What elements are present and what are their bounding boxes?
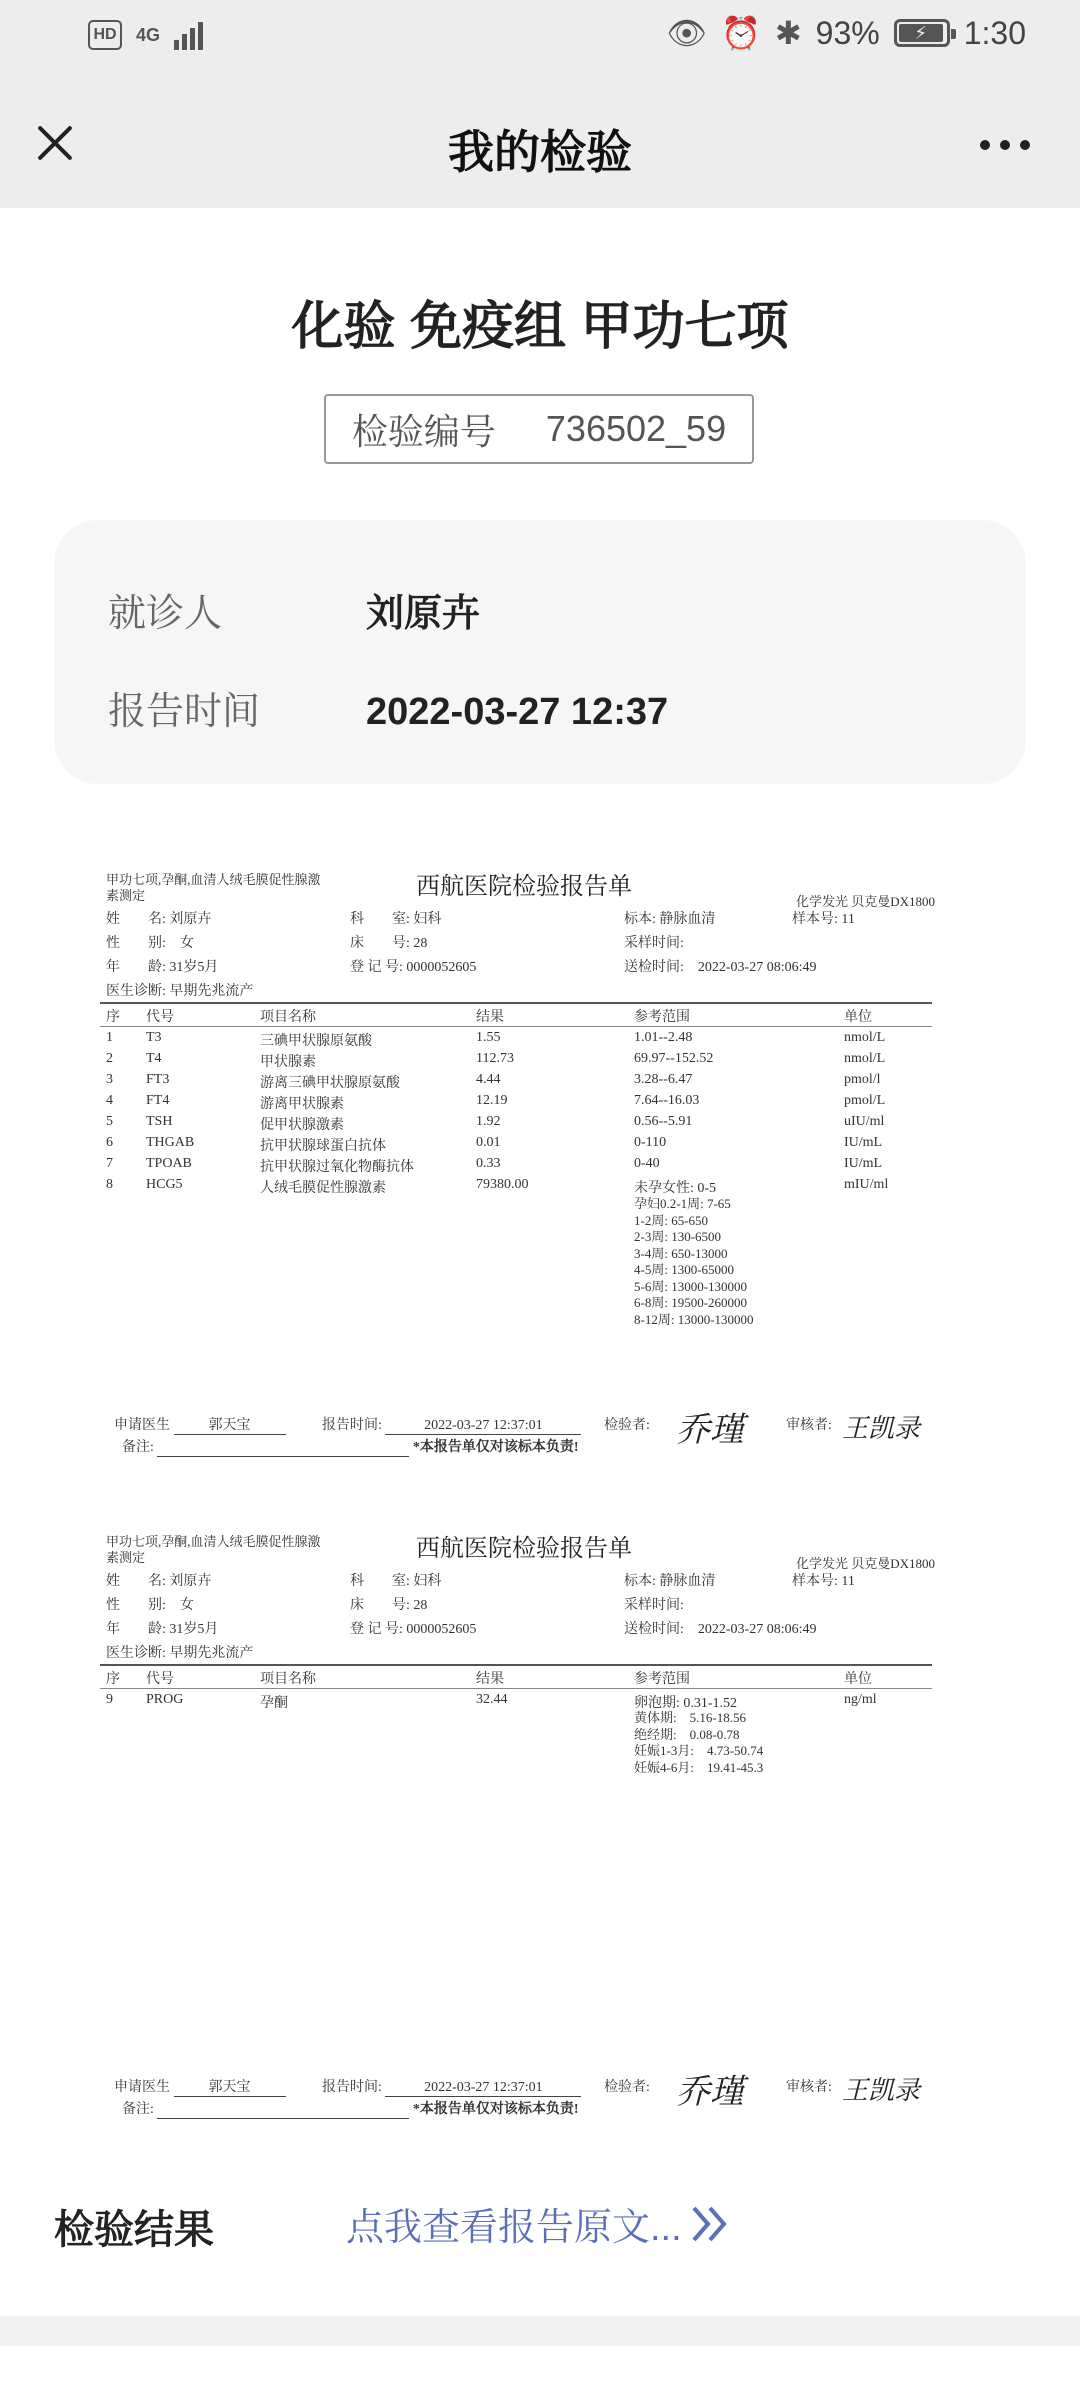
signal-icon — [174, 20, 203, 50]
cell-name: 人绒毛膜促性腺激素 — [260, 1181, 386, 1196]
cell-seq: 3 — [106, 1072, 113, 1087]
top-bar — [0, 0, 1080, 208]
reference-range-line: 妊娠1-3月: 4.73-50.74 — [634, 1743, 764, 1758]
cell-range: 0-110 — [634, 1135, 667, 1150]
view-original-link-text[interactable]: 点我查看报告原文... — [346, 2207, 682, 2249]
status-bar — [0, 0, 1080, 80]
collect-time-field-2: 采样时间: — [624, 1598, 684, 1613]
dept-field: 科 室: 妇科 — [350, 912, 442, 927]
sex-field: 性 别: 女 — [106, 936, 194, 951]
bed-field-2: 床 号: 28 — [350, 1598, 428, 1613]
diagnosis-field-2: 医生诊断: 早期先兆流产 — [106, 1646, 254, 1661]
inspector-signature: 乔瑾 — [676, 1410, 744, 1450]
col-code-2: 代号 — [146, 1672, 174, 1687]
dept-field-2: 科 室: 妇科 — [350, 1574, 442, 1589]
cell-unit: nmol/L — [844, 1030, 886, 1045]
sign-report-time: 报告时间: 2022-03-27 12:37:01 — [322, 1414, 581, 1435]
report-time-label: 报告时间 — [108, 691, 261, 733]
name-field: 姓 名: 刘原卉 — [106, 912, 212, 927]
cell-result: 112.73 — [476, 1051, 514, 1066]
patient-row — [108, 582, 480, 637]
cell-name: 三碘甲状腺原氨酸 — [260, 1034, 372, 1049]
send-time-field-2: 送检时间: 2022-03-27 08:06:49 — [624, 1622, 817, 1637]
cell-range: 卵泡期: 0.31-1.52 — [634, 1696, 738, 1711]
table-header-rule-2 — [100, 1688, 932, 1689]
cell-name: 抗甲状腺球蛋白抗体 — [260, 1139, 386, 1154]
status-left — [88, 20, 203, 50]
cell-result: 1.55 — [476, 1030, 501, 1045]
reference-range-line: 2-3周: 130-6500 — [634, 1229, 722, 1244]
reference-range-line: 孕妇0.2-1周: 7-65 — [634, 1196, 731, 1211]
cell-range: 0.56--5.91 — [634, 1114, 693, 1129]
cell-seq: 5 — [106, 1114, 113, 1129]
col-seq: 序 — [106, 1010, 120, 1025]
cell-result: 4.44 — [476, 1072, 501, 1087]
cell-code: TSH — [146, 1114, 173, 1129]
age-field: 年 龄: 31岁5月 — [106, 960, 219, 975]
cell-name: 游离甲状腺素 — [260, 1097, 344, 1112]
cell-range: 未孕女性: 0-5 — [634, 1181, 717, 1196]
col-range-2: 参考范围 — [634, 1672, 690, 1687]
col-unit: 单位 — [844, 1010, 872, 1025]
reference-range-line: 6-8周: 19500-260000 — [634, 1295, 748, 1310]
cell-result: 12.19 — [476, 1093, 508, 1108]
cell-code: TPOAB — [146, 1156, 192, 1171]
more-options-button[interactable] — [980, 130, 1040, 160]
cell-code: FT4 — [146, 1093, 170, 1108]
hospital-title: 西航医院检验报告单 — [416, 874, 632, 900]
col-name: 项目名称 — [260, 1010, 316, 1025]
header — [0, 80, 1080, 208]
specimen-field: 标本: 静脉血清 — [624, 912, 716, 927]
reference-range-line: 8-12周: 13000-130000 — [634, 1311, 754, 1327]
cell-unit: ng/ml — [844, 1692, 877, 1707]
test-items-2: 甲功七项,孕酮,血清人绒毛膜促性腺激 素测定 — [106, 1534, 321, 1565]
cell-name: 甲状腺素 — [260, 1055, 316, 1070]
reference-range-line: 1-2周: 65-650 — [634, 1212, 709, 1228]
reference-range-line: 绝经期: 0.08-0.78 — [634, 1726, 740, 1742]
col-name-2: 项目名称 — [260, 1672, 316, 1687]
cell-range: 0-40 — [634, 1156, 660, 1171]
cell-unit: pmol/l — [844, 1072, 881, 1087]
cell-result: 79380.00 — [476, 1177, 529, 1192]
reviewer-signature: 王凯录 — [842, 1414, 921, 1444]
hospital-title-2: 西航医院检验报告单 — [416, 1536, 632, 1562]
cell-unit: IU/mL — [844, 1135, 883, 1150]
cell-range: 69.97--152.52 — [634, 1051, 714, 1066]
cell-seq: 6 — [106, 1135, 113, 1150]
cell-unit: pmol/L — [844, 1093, 886, 1108]
col-seq-2: 序 — [106, 1672, 120, 1687]
table-rule-2 — [100, 1664, 932, 1666]
col-code: 代号 — [146, 1010, 174, 1025]
cell-range: 3.28--6.47 — [634, 1072, 693, 1087]
remark-field: 备注: *本报告单仅对该标本负责! — [122, 1440, 579, 1455]
report-time-row — [108, 680, 668, 735]
col-unit-2: 单位 — [844, 1672, 872, 1687]
cell-unit: uIU/ml — [844, 1114, 885, 1129]
cell-seq: 4 — [106, 1093, 113, 1108]
cell-code: T3 — [146, 1030, 162, 1045]
network-type: 4G — [136, 25, 161, 45]
reg-no-field: 登 记 号: 0000052605 — [350, 960, 477, 975]
inspector-label: 检验者: — [604, 1418, 650, 1433]
report-page-2 — [90, 1518, 990, 2158]
cell-seq: 8 — [106, 1177, 113, 1192]
bottom-divider — [0, 2316, 1080, 2346]
reference-range-line: 妊娠4-6月: 19.41-45.3 — [634, 1759, 764, 1775]
report-time-value: 2022-03-27 12:37 — [366, 691, 669, 733]
reviewer-signature-2: 王凯录 — [842, 2076, 921, 2106]
reference-range-line: 5-6周: 13000-130000 — [634, 1278, 748, 1294]
cell-code: HCG5 — [146, 1177, 183, 1192]
cell-result: 0.33 — [476, 1156, 501, 1171]
cell-code: T4 — [146, 1051, 162, 1066]
applicant-field-2: 申请医生 郭天宝 — [114, 2076, 286, 2097]
instrument-2: 化学发光 贝克曼DX1800 — [796, 1556, 936, 1571]
exam-id-label: 检验编号 — [351, 410, 496, 452]
double-chevron-right-icon — [690, 2204, 734, 2244]
report-page-1 — [90, 856, 990, 1496]
cell-name: 促甲状腺激素 — [260, 1118, 344, 1133]
cell-name: 孕酮 — [260, 1696, 288, 1711]
alarm-icon: ⏰ — [721, 15, 761, 51]
patient-label: 就诊人 — [108, 593, 223, 635]
sample-no-field: 样本号: 11 — [792, 912, 855, 927]
sex-field-2: 性 别: 女 — [106, 1598, 194, 1613]
bed-field: 床 号: 28 — [350, 936, 428, 951]
remark-field-2: 备注: *本报告单仅对该标本负责! — [122, 2102, 579, 2117]
exam-title: 化验 免疫组 甲功七项 — [291, 298, 789, 356]
cell-code: PROG — [146, 1692, 184, 1707]
table-header-rule — [100, 1026, 932, 1027]
collect-time-field: 采样时间: — [624, 936, 684, 951]
reviewer-label-2: 审核者: — [786, 2080, 832, 2095]
battery-icon: ⚡ — [894, 19, 950, 47]
reference-range-line: 黄体期: 5.16-18.56 — [634, 1710, 746, 1725]
page-title: 我的检验 — [448, 126, 632, 178]
applicant-field: 申请医生 郭天宝 — [114, 1414, 286, 1435]
result-section-label: 检验结果 — [54, 2208, 214, 2252]
patient-name: 刘原卉 — [366, 593, 481, 635]
cell-unit: mIU/ml — [844, 1177, 889, 1192]
report-image[interactable] — [90, 856, 990, 2136]
sample-no-field-2: 样本号: 11 — [792, 1574, 855, 1589]
specimen-field-2: 标本: 静脉血清 — [624, 1574, 716, 1589]
age-field-2: 年 龄: 31岁5月 — [106, 1622, 219, 1637]
cell-range: 7.64--16.03 — [634, 1093, 700, 1108]
send-time-field: 送检时间: 2022-03-27 08:06:49 — [624, 960, 817, 975]
patient-info-card — [54, 520, 1026, 784]
exam-id-value: 736502_59 — [545, 408, 727, 449]
exam-id-box — [324, 394, 754, 464]
clock: 1:30 — [963, 14, 1026, 51]
cell-unit: IU/mL — [844, 1156, 883, 1171]
name-field-2: 姓 名: 刘原卉 — [106, 1574, 212, 1589]
cell-seq: 9 — [106, 1692, 113, 1707]
inspector-label-2: 检验者: — [604, 2080, 650, 2095]
reviewer-label: 审核者: — [786, 1418, 832, 1433]
cell-result: 32.44 — [476, 1692, 508, 1707]
test-items: 甲功七项,孕酮,血清人绒毛膜促性腺激 素测定 — [106, 872, 321, 903]
cell-name: 游离三碘甲状腺原氨酸 — [260, 1076, 400, 1091]
battery-percent: 93% — [815, 14, 880, 51]
eye-icon: 👁 — [666, 15, 708, 51]
cell-seq: 7 — [106, 1156, 113, 1171]
instrument: 化学发光 贝克曼DX1800 — [796, 894, 936, 909]
diagnosis-field: 医生诊断: 早期先兆流产 — [106, 984, 254, 999]
reference-range-line: 4-5周: 1300-65000 — [634, 1262, 735, 1277]
cell-code: FT3 — [146, 1072, 170, 1087]
hd-icon: HD — [88, 20, 122, 50]
cell-unit: nmol/L — [844, 1051, 886, 1066]
sign-report-time-2: 报告时间: 2022-03-27 12:37:01 — [322, 2076, 581, 2097]
col-result-2: 结果 — [476, 1672, 504, 1687]
cell-name: 抗甲状腺过氧化物酶抗体 — [260, 1160, 414, 1175]
cell-range: 1.01--2.48 — [634, 1030, 693, 1045]
table-rule — [100, 1002, 932, 1004]
col-range: 参考范围 — [634, 1010, 690, 1025]
cell-result: 1.92 — [476, 1114, 501, 1129]
bluetooth-icon: ✱ — [774, 15, 802, 51]
reg-no-field-2: 登 记 号: 0000052605 — [350, 1622, 477, 1637]
reference-range-line: 3-4周: 650-13000 — [634, 1245, 728, 1261]
status-right — [666, 14, 1026, 52]
cell-result: 0.01 — [476, 1135, 501, 1150]
col-result: 结果 — [476, 1010, 504, 1025]
cell-seq: 2 — [106, 1051, 113, 1066]
view-original-report-link[interactable] — [346, 2196, 734, 2251]
cell-seq: 1 — [106, 1030, 113, 1045]
inspector-signature-2: 乔瑾 — [676, 2072, 744, 2112]
cell-code: THGAB — [146, 1135, 195, 1150]
